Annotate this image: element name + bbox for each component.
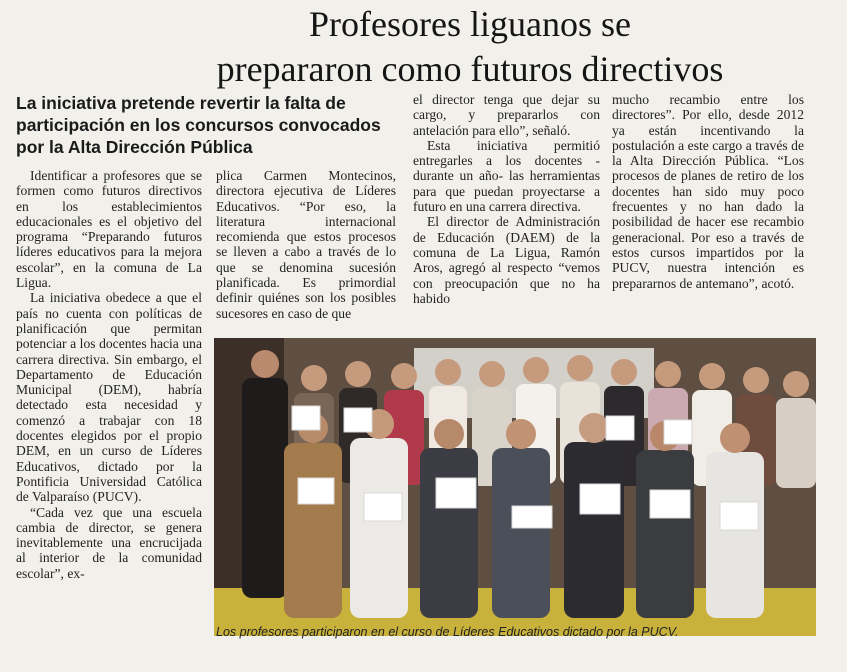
subheadline: La iniciativa pretende revertir la falta de participación en los concursos convocados por la Alta Dirección Pública: [16, 93, 381, 157]
column-3: [413, 92, 600, 332]
paragraph: La iniciativa obedece a que el país no cuenta con políticas de planificación que permitan potenciar a los docentes hacia una carrera directiva. Sin embargo, el Departamento de Educación Municipal (DEM), habría detectado esta necesidad y comenzó a trabajar con 18 docentes elegidos por el propio DEM, en un curso de Líderes Educativos, dictado por la Pontificia Universidad Católica de Valparaíso (PUCV).: [16, 290, 202, 505]
column-2: [216, 168, 396, 328]
paragraph: mucho recambio entre los directores”. Por ello, desde 2012 ya están incentivando la postulación a este cargo a través de la Alta Dirección Pública. “Los procesos de planes de retiro de los docentes han sido muy poco frecuentes y no han dado la posibilidad de hacer ese recambio generacional. Por eso a través de estos cursos impartidos por la PUCV, nuestra intención es prepararnos de antemano”, acotó.: [612, 92, 804, 291]
headline-line-2: prepararon como futuros directivos: [216, 49, 724, 89]
paragraph: Identificar a profesores que se formen como futuros directivos en los establecimientos educacionales es el objetivo del programa “Preparando futuros líderes educativos para la mejora escolar”, en la comuna de La Ligua.: [16, 168, 202, 291]
column-1: [16, 168, 202, 640]
paragraph: Esta iniciativa permitió entregarles a los docentes -durante un año- las herramientas para que puedan proyectarse a futuro en una carrera directiva.: [413, 137, 600, 215]
paragraph: El director de Administración de Educación (DAEM) de la comuna de La Ligua, Ramón Aros, agregó al respecto “vemos con preocupación que no ha habido: [413, 214, 600, 306]
group-photo: [214, 338, 816, 636]
column-4: [612, 92, 804, 338]
headline: [150, 2, 790, 92]
headline-line-1: Profesores liguanos se: [309, 4, 631, 44]
paragraph: el director tenga que dejar su cargo, y prepararlos con antelación para ello”, señaló.: [413, 92, 600, 138]
photo-caption: Los profesores participaron en el curso de Líderes Educativos dictado por la PUCV.: [216, 625, 679, 639]
paragraph: plica Carmen Montecinos, directora ejecutiva de Líderes Educativos. “Por eso, la literatura internacional recomienda que estos procesos se lleven a cabo a través de lo que se denomina sucesión planificada. Es primordial definir quiénes son los posibles sucesores en caso de que: [216, 168, 396, 321]
paragraph: “Cada vez que una escuela cambia de director, se genera inevitablemente una encrucijada al interior de la comunidad escolar”, ex-: [16, 504, 202, 581]
group-photo-illustration: [214, 338, 816, 636]
